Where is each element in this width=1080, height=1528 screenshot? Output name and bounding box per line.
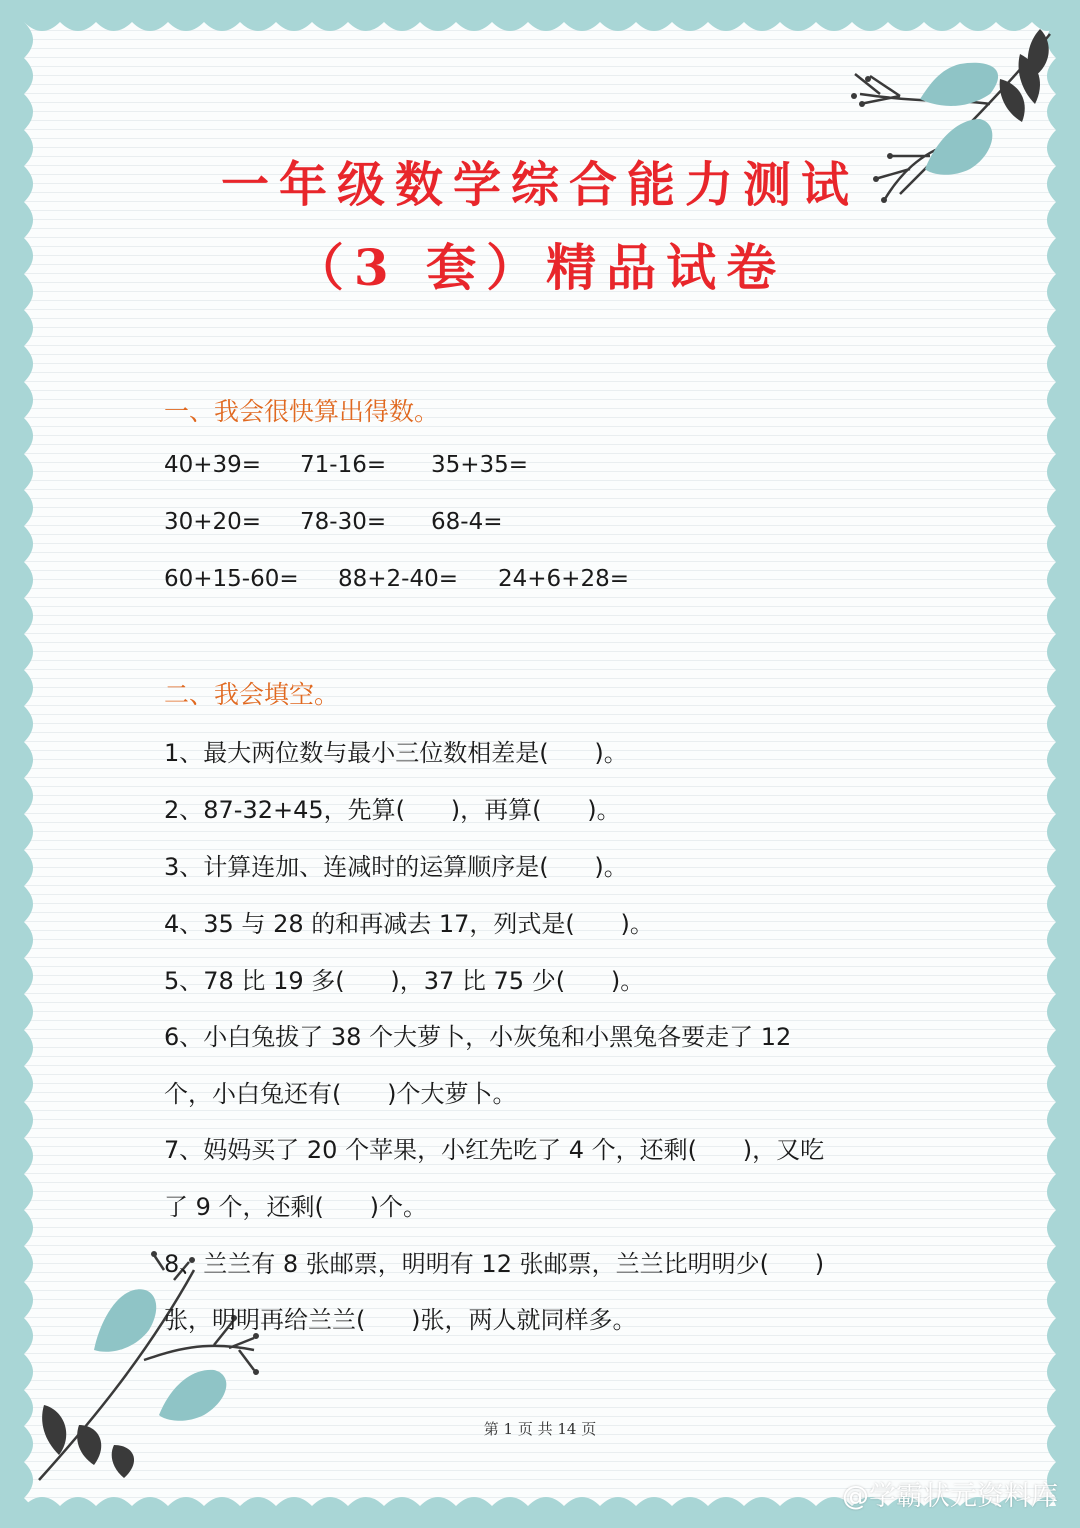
fill-blank-question-continued: 了 9 个，还剩( )个。	[164, 1193, 428, 1221]
calc-item: 78-30=	[300, 509, 387, 535]
leaf-branch-decoration-bottom-left	[24, 1250, 284, 1490]
fill-blank-question: 7、妈妈买了 20 个苹果，小红先吃了 4 个，还剩( )，又吃	[164, 1136, 825, 1164]
calc-item: 71-16=	[300, 452, 387, 478]
page-title-line-2: （3 套）精品试卷	[293, 238, 787, 297]
fill-blank-question: 3、计算连加、连减时的运算顺序是( )。	[164, 853, 628, 881]
fill-blank-question: 8、兰兰有 8 张邮票，明明有 12 张邮票，兰兰比明明少( )	[164, 1250, 825, 1278]
fill-blank-question: 6、小白兔拔了 38 个大萝卜，小灰兔和小黑兔各要走了 12	[164, 1023, 792, 1051]
calc-item: 40+39=	[164, 452, 262, 478]
fill-blank-question-continued: 张，明明再给兰兰( )张，两人就同样多。	[164, 1306, 637, 1334]
fill-blank-question-continued: 个，小白兔还有( )个大萝卜。	[164, 1080, 517, 1108]
fill-blank-question: 4、35 与 28 的和再减去 17，列式是( )。	[164, 910, 654, 938]
calc-item: 68-4=	[431, 509, 503, 535]
calc-item: 24+6+28=	[498, 566, 629, 592]
calc-item: 60+15-60=	[164, 566, 299, 592]
calc-item: 35+35=	[431, 452, 529, 478]
fill-blank-question: 5、78 比 19 多( )，37 比 75 少( )。	[164, 967, 645, 995]
section-2-heading: 二、我会填空。	[164, 680, 340, 709]
page-title-line-1: 一年级数学综合能力测试	[220, 157, 859, 213]
page-number-footer: 第 1 页 共 14 页	[483, 1420, 597, 1438]
fill-blank-question: 2、87-32+45，先算( )，再算( )。	[164, 796, 621, 824]
calc-item: 88+2-40=	[338, 566, 459, 592]
calc-item: 30+20=	[164, 509, 262, 535]
section-1-heading: 一、我会很快算出得数。	[164, 397, 440, 426]
watermark-text: @学霸状元资料库	[842, 1481, 1058, 1512]
watermark	[842, 1474, 1058, 1513]
fill-blank-question: 1、最大两位数与最小三位数相差是( )。	[164, 739, 628, 767]
